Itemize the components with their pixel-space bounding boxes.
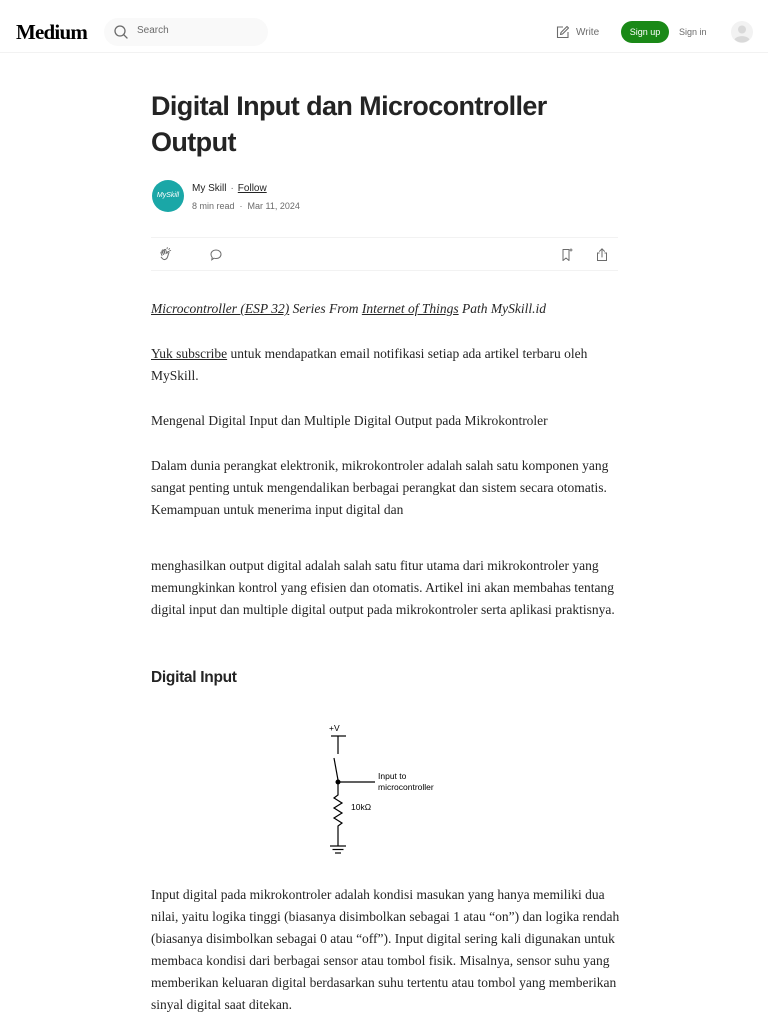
pull-down-circuit-diagram <box>320 718 460 860</box>
paragraph-2: Dalam dunia perangkat elektronik, mikrokontroler adalah salah satu komponen yang sangat penting untuk mengendalikan berbagai perangkat dan sistem secara otomatis. Kemampuan untuk menerima input digital dan <box>151 458 609 517</box>
search-icon <box>113 24 129 40</box>
author-avatar[interactable]: MySkill <box>152 180 184 212</box>
separator-dot: · <box>230 183 234 194</box>
article-title: Digital Input dan Microcontroller Output <box>151 91 547 157</box>
signup-button[interactable]: Sign up <box>621 21 669 43</box>
paragraph-1: Mengenal Digital Input dan Multiple Digital Output pada Mikrokontroler <box>151 413 548 428</box>
write-icon <box>555 25 570 40</box>
output-label-line2: microcontroller <box>378 782 434 792</box>
comment-icon[interactable] <box>208 247 224 263</box>
subscribe-link[interactable]: Yuk subscribe <box>151 346 228 361</box>
series-link[interactable]: Microcontroller (ESP 32) <box>151 301 290 316</box>
top-navbar <box>0 0 768 53</box>
subscribe-paragraph <box>151 343 621 387</box>
read-time: 8 min read <box>192 201 235 211</box>
subscribe-text: untuk mendapatkan email notifikasi setiap ada artikel terbaru oleh MySkill. <box>151 346 588 383</box>
write-label: Write <box>576 26 600 38</box>
article-action-bar <box>151 237 618 271</box>
write-button[interactable] <box>555 23 599 41</box>
path-link[interactable]: Internet of Things <box>361 301 459 316</box>
medium-logo[interactable]: Medium <box>16 20 88 44</box>
search-placeholder: Search <box>137 25 169 36</box>
share-icon[interactable] <box>594 247 610 263</box>
bookmark-add-icon[interactable] <box>559 247 575 263</box>
series-intro <box>151 298 621 320</box>
separator-dot: · <box>239 201 243 211</box>
paragraph-4: Input digital pada mikrokontroler adalah kondisi masukan yang hanya memiliki dua nilai, yaitu logika tinggi (biasanya disimbolkan sebagai 1 atau “on”) dan logika rendah (biasanya disimbolkan sebagai 0 atau “off”). Input digital sering kali digunakan untuk membaca kondisi dari berbagai sensor atau tombol fisik. Misalnya, sensor suhu yang memberikan keluaran digital berdasarkan suhu tertentu atau tombol yang memberikan sinyal digital saat ditekan. <box>151 887 620 1012</box>
user-avatar-icon[interactable] <box>731 21 753 43</box>
article-meta <box>192 201 300 211</box>
paragraph-3: menghasilkan output digital adalah salah satu fitur utama dari mikrokontroler yang memungkinkan kontrol yang efisien dan otomatis. Artikel ini akan membahas tentang digital input dan multiple digital output pada mikrokontroler serta aplikasi praktisnya. <box>151 558 615 617</box>
clap-icon[interactable] <box>158 247 174 263</box>
author-name[interactable]: My Skill <box>192 183 227 194</box>
signin-link[interactable]: Sign in <box>679 27 707 37</box>
supply-label: +V <box>329 723 340 733</box>
follow-link[interactable]: Follow <box>237 183 267 194</box>
publish-date: Mar 11, 2024 <box>247 201 300 211</box>
resistor-label: 10kΩ <box>351 802 372 812</box>
output-label-line1: Input to <box>378 771 407 781</box>
section-heading-digital-input: Digital Input <box>151 669 237 686</box>
author-line <box>192 183 267 194</box>
search-input[interactable] <box>104 18 268 46</box>
series-text-end: Path MySkill.id <box>458 301 546 316</box>
series-text: Series From <box>289 301 362 316</box>
